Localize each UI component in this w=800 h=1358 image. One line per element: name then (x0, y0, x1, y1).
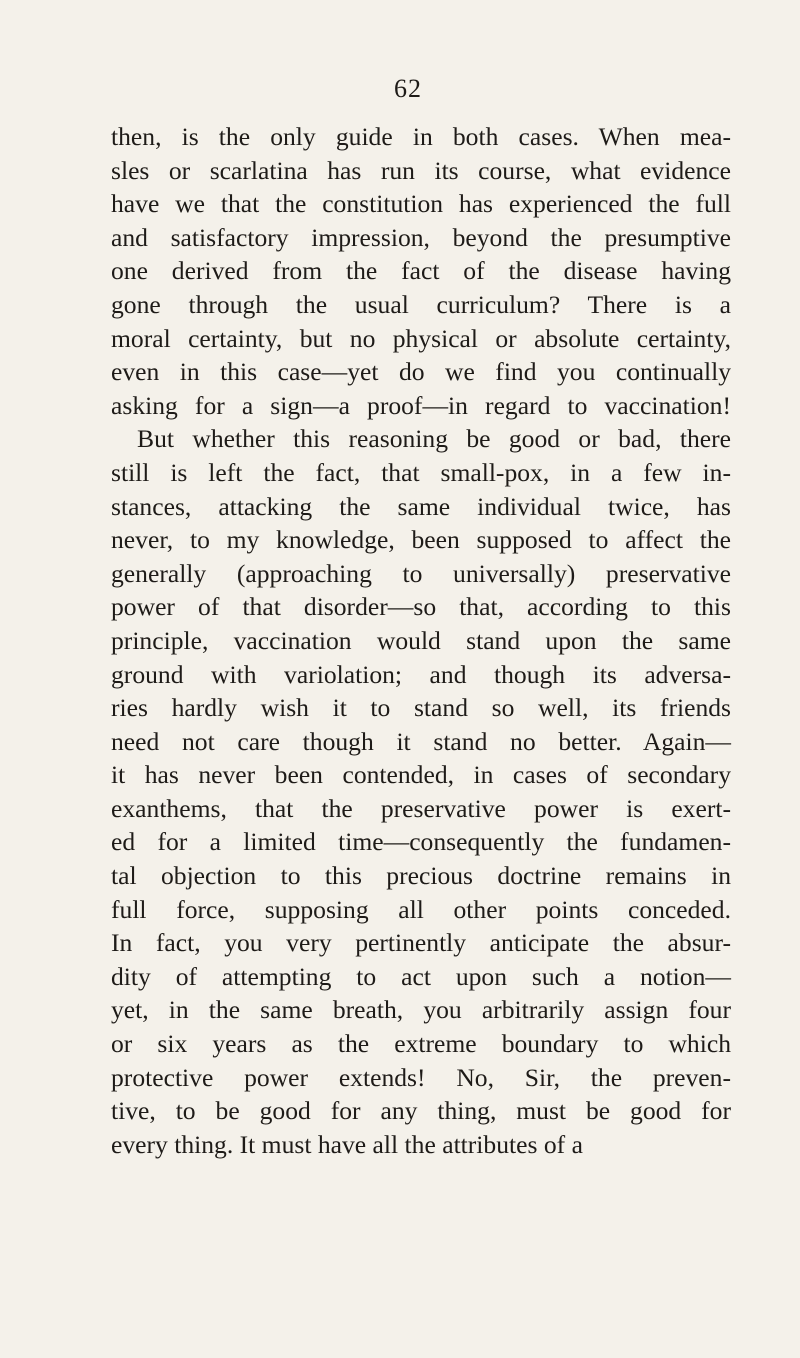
text-line: dity of attempting to act upon such a notion— (111, 961, 731, 991)
text-line: generally (approaching to universally) preservative (111, 558, 731, 588)
text-line: But whether this reasoning be good or bad, there (137, 424, 731, 454)
text-line: and satisfactory impression, beyond the presumptive (111, 222, 731, 252)
text-line: In fact, you very pertinently anticipate the absur- (111, 928, 731, 958)
text-line: principle, vaccination would stand upon the same (111, 625, 731, 655)
text-line: tal objection to this precious doctrine remains in (111, 861, 731, 891)
body-text (111, 120, 731, 1161)
text-line: then, is the only guide in both cases. When mea- (111, 122, 731, 151)
text-line: exanthems, that the preservative power is exert- (111, 793, 731, 823)
text-line: sles or scarlatina has run its course, what evidence (111, 155, 731, 185)
text-line: ground with variolation; and though its adversa- (111, 659, 731, 689)
text-line: stances, attacking the same individual twice, has (111, 491, 731, 521)
text-line: power of that disorder—so that, according to this (111, 592, 731, 622)
page-number: 62 (394, 74, 422, 103)
text-line: never, to my knowledge, been supposed to affect the (111, 525, 731, 555)
text-line: protective power extends! No, Sir, the preven- (111, 1062, 731, 1092)
text-line: it has never been contended, in cases of secondary (111, 760, 731, 790)
text-line: need not care though it stand no better. Again— (111, 726, 731, 756)
text-line: still is left the fact, that small-pox, in a few in- (111, 457, 731, 487)
text-line: or six years as the extreme boundary to which (111, 1029, 731, 1059)
text-line: full force, supposing all other points conceded. (111, 894, 731, 924)
text-line: every thing. It must have all the attributes of a (111, 1129, 583, 1159)
text-line: asking for a sign—a proof—in regard to vaccination! (111, 390, 731, 420)
text-line: moral certainty, but no physical or absolute certainty, (111, 323, 731, 353)
text-line: yet, in the same breath, you arbitrarily assign four (111, 995, 731, 1025)
text-line: one derived from the fact of the disease having (111, 256, 731, 286)
text-line: tive, to be good for any thing, must be good for (111, 1096, 731, 1126)
text-line: even in this case—yet do we find you continually (111, 357, 731, 387)
text-line: ed for a limited time—consequently the fundamen- (111, 827, 731, 857)
text-line: gone through the usual curriculum? There is a (111, 289, 731, 319)
text-line: ries hardly wish it to stand so well, its friends (111, 693, 731, 723)
text-line: have we that the constitution has experienced the full (111, 189, 731, 219)
